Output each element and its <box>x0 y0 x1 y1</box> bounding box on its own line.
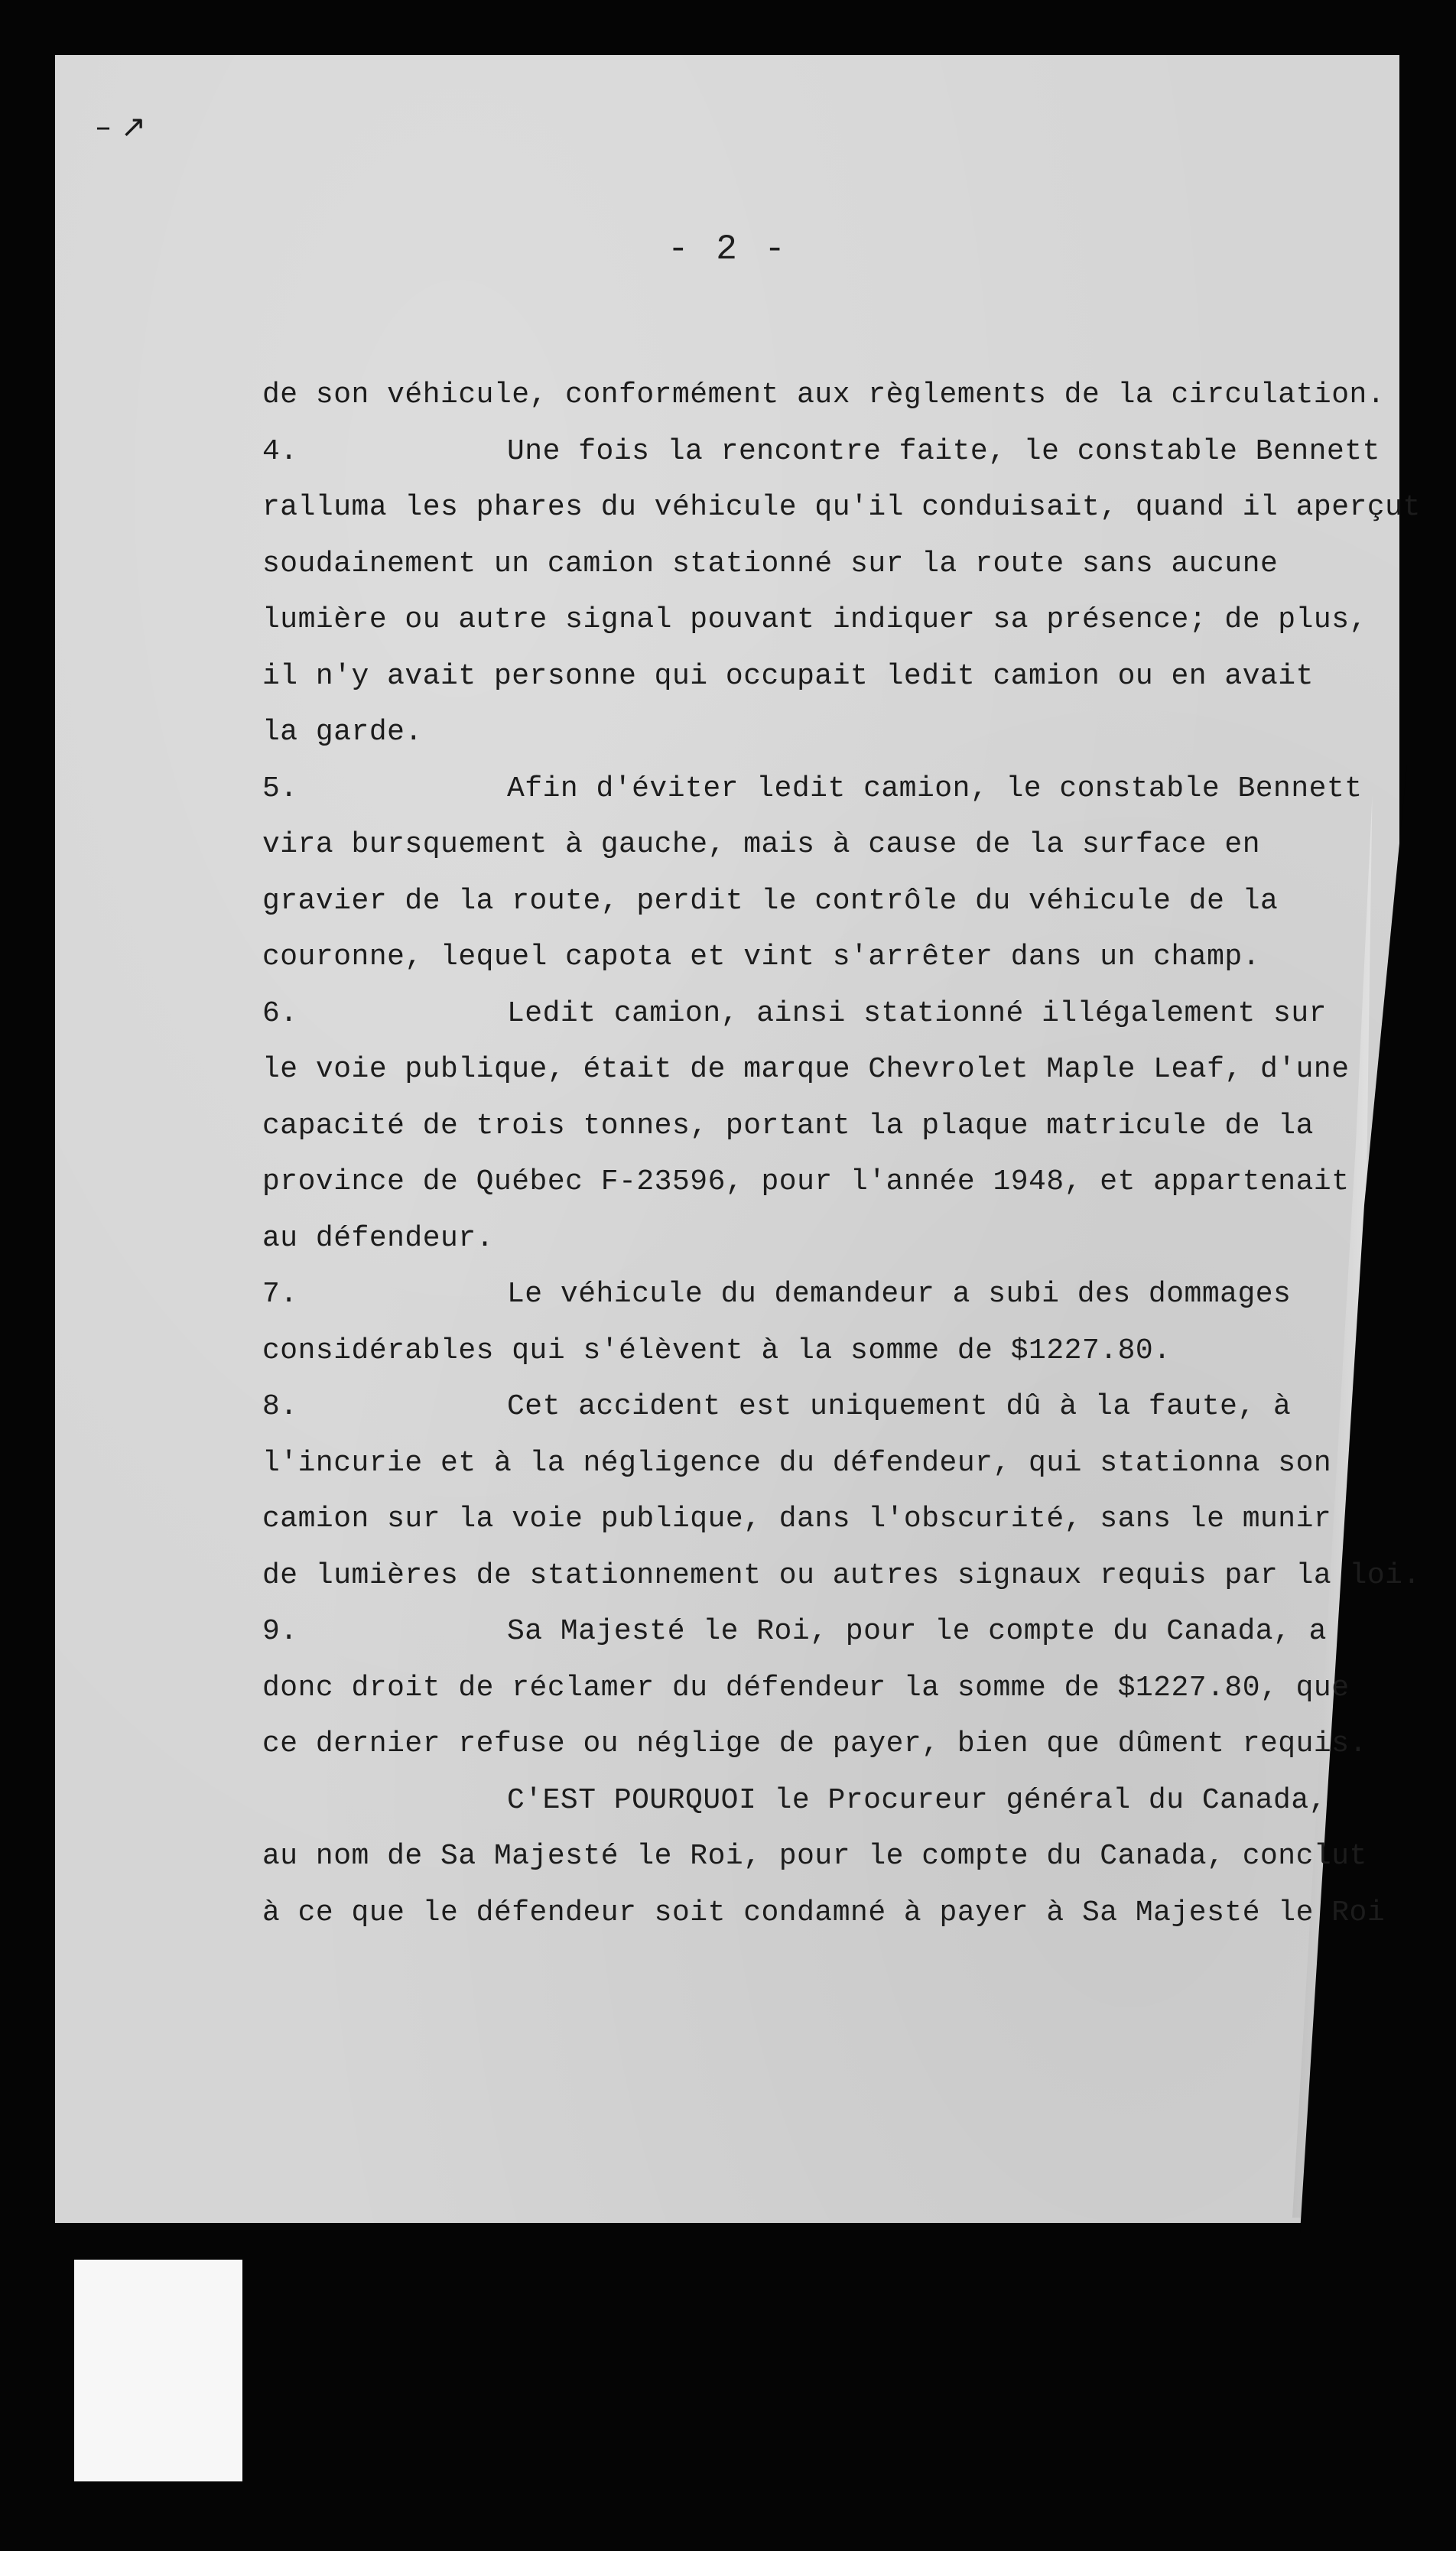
line-text: à ce que le défendeur soit condamné à payer à Sa Majesté le Roi <box>262 1896 1386 1929</box>
text-line <box>262 1379 1363 1435</box>
text-line <box>262 592 1367 648</box>
line-text: de son véhicule, conformément aux règlements de la circulation. <box>262 379 1386 411</box>
text-line <box>262 1211 1363 1267</box>
paragraph-number: 7. <box>262 1278 298 1311</box>
text-line <box>262 1042 1363 1098</box>
text-line <box>262 1491 1363 1548</box>
text-line <box>262 1548 1421 1604</box>
line-text: Une fois la rencontre faite, le constable Bennett <box>507 434 1380 468</box>
page-number: - 2 - <box>667 229 789 269</box>
text-line <box>262 424 1380 480</box>
text-line <box>262 648 1363 705</box>
line-text: Ledit camion, ainsi stationné illégalement sur <box>507 996 1327 1030</box>
text-line <box>262 1716 1367 1773</box>
line-text: soudainement un camion stationné sur la route sans aucune <box>262 547 1279 580</box>
text-line <box>262 1773 1363 1829</box>
text-line <box>262 536 1363 593</box>
text-line <box>262 479 1421 536</box>
text-line <box>262 873 1363 930</box>
line-text: Le véhicule du demandeur a subi des dommages <box>507 1278 1292 1311</box>
text-line <box>262 761 1363 817</box>
document-text <box>262 367 1421 1941</box>
line-text: C'EST POURQUOI le Procureur général du Canada, <box>507 1783 1327 1817</box>
paragraph-number: 4. <box>262 434 298 468</box>
text-line <box>262 1266 1363 1323</box>
text-line <box>262 704 1363 761</box>
line-text: province de Québec F-23596, pour l'année 1948, et appartenait <box>262 1165 1350 1198</box>
paragraph-number: 8. <box>262 1390 298 1423</box>
line-text: Afin d'éviter ledit camion, le constable Bennett <box>507 772 1363 805</box>
text-line <box>262 1660 1363 1717</box>
text-line <box>262 1604 1363 1660</box>
line-text: la garde. <box>262 716 423 749</box>
text-line <box>262 817 1363 873</box>
blank-card <box>74 2260 242 2481</box>
text-line <box>262 367 1386 424</box>
line-text: camion sur la voie publique, dans l'obscurité, sans le munir <box>262 1503 1332 1535</box>
line-text: Sa Majesté le Roi, pour le compte du Canada, a <box>507 1615 1327 1648</box>
line-text: de lumières de stationnement ou autres signaux requis par la loi. <box>262 1558 1421 1592</box>
scan-mark-icon: – ↗ <box>96 109 147 145</box>
line-text: Cet accident est uniquement dû à la faute, à <box>507 1390 1292 1423</box>
line-text: ralluma les phares du véhicule qu'il conduisait, quand il aperçut <box>262 491 1421 524</box>
line-text: gravier de la route, perdit le contrôle du véhicule de la <box>262 884 1279 918</box>
line-text: le voie publique, était de marque Chevrolet Maple Leaf, d'une <box>262 1053 1350 1086</box>
text-line <box>262 1154 1363 1211</box>
text-line <box>262 986 1363 1042</box>
line-text: l'incurie et à la négligence du défendeur, qui stationna son <box>262 1446 1332 1480</box>
text-line <box>262 929 1363 986</box>
line-text: considérables qui s'élèvent à la somme de $1227.80. <box>262 1334 1172 1367</box>
line-text: couronne, lequel capota et vint s'arrêter dans un champ. <box>262 941 1261 973</box>
text-line <box>262 1435 1363 1492</box>
line-text: lumière ou autre signal pouvant indiquer sa présence; de plus, <box>262 603 1367 636</box>
line-text: au défendeur. <box>262 1221 494 1255</box>
line-text: donc droit de réclamer du défendeur la somme de $1227.80, que <box>262 1671 1350 1704</box>
paragraph-number: 5. <box>262 772 298 805</box>
paragraph-number: 9. <box>262 1615 298 1648</box>
line-text: ce dernier refuse ou néglige de payer, bien que dûment requis. <box>262 1727 1367 1760</box>
line-text: au nom de Sa Majesté le Roi, pour le compte du Canada, conclut <box>262 1840 1367 1873</box>
line-text: vira bursquement à gauche, mais à cause de la surface en <box>262 828 1261 861</box>
text-line <box>262 1828 1367 1885</box>
text-line <box>262 1885 1386 1942</box>
paragraph-number: 6. <box>262 996 298 1030</box>
line-text: il n'y avait personne qui occupait ledit camion ou en avait <box>262 659 1314 693</box>
line-text: capacité de trois tonnes, portant la plaque matricule de la <box>262 1109 1314 1142</box>
text-line <box>262 1323 1363 1379</box>
text-line <box>262 1098 1363 1155</box>
